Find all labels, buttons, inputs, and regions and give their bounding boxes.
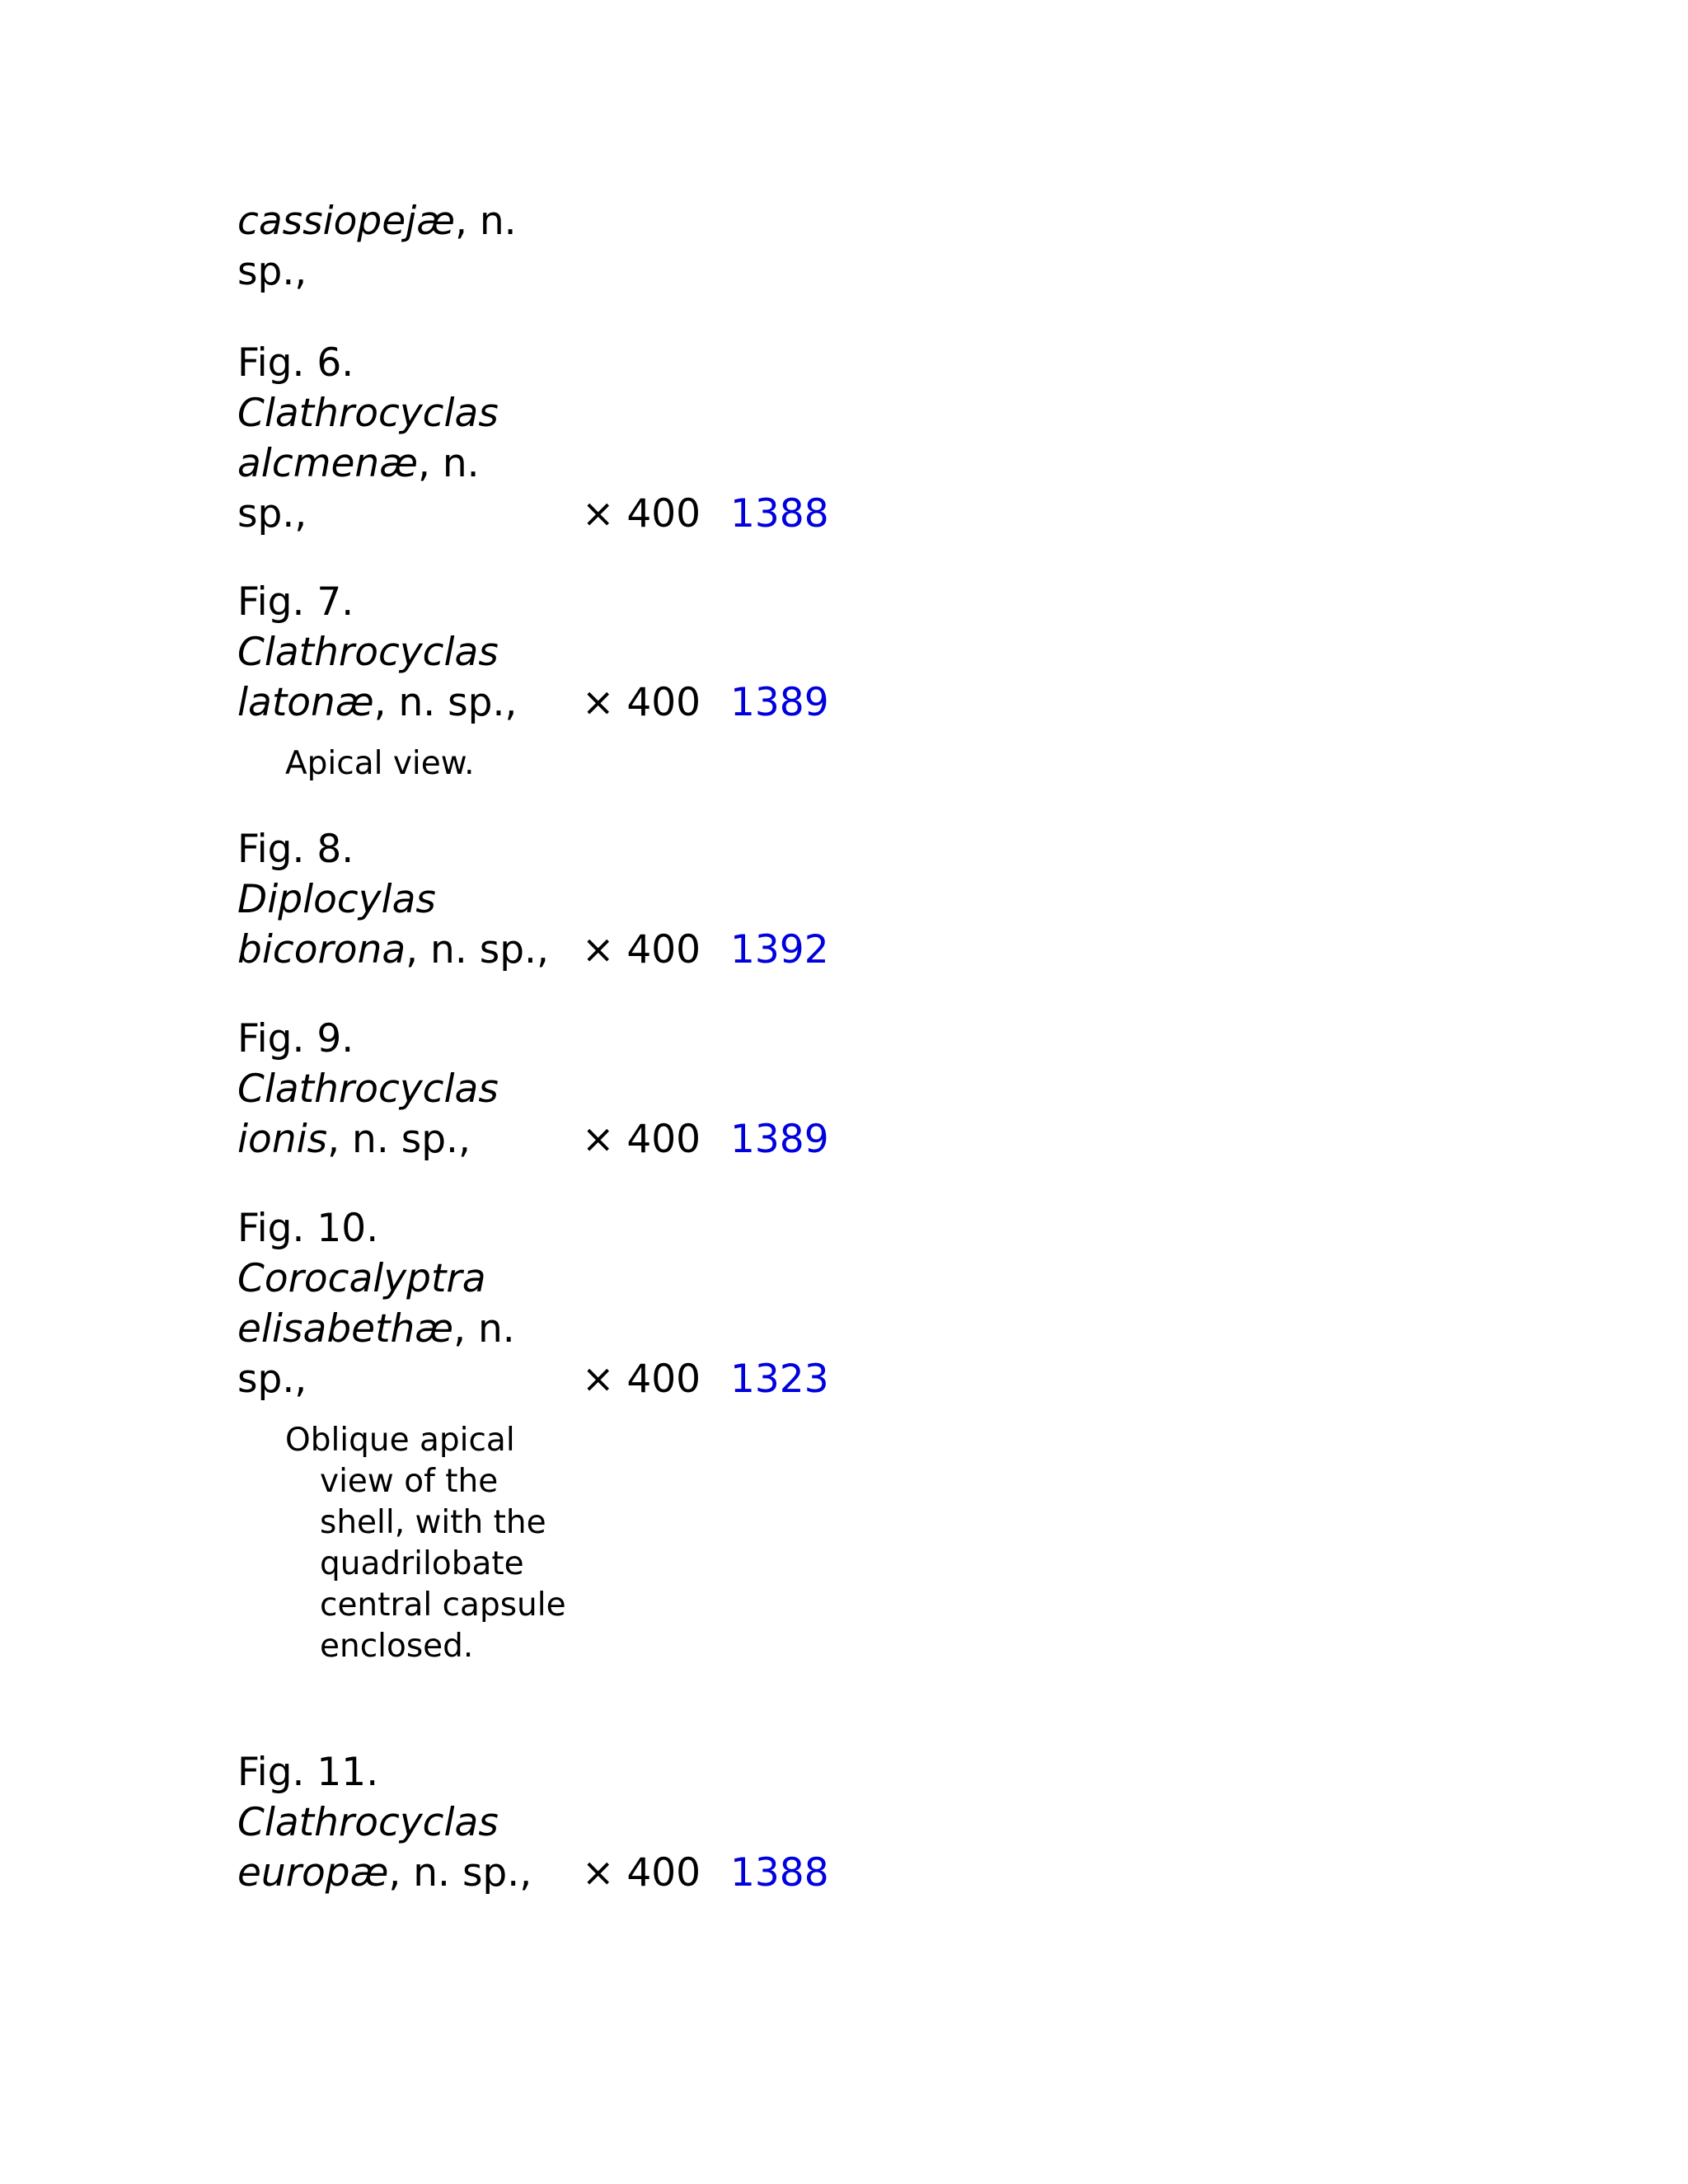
page-link[interactable]: 1389 [730,680,829,725]
genus-name: Diplocylas [237,877,436,922]
figure-number: Fig. 11. [237,1750,379,1795]
page-link[interactable]: 1323 [730,1357,829,1402]
figure-entry-fig-11 [237,1747,864,1898]
entry-species-line [237,196,864,246]
magnification: × 400 [582,1850,701,1896]
page-link[interactable]: 1388 [730,1850,829,1896]
figure-entry-cassiopejae [237,196,864,297]
species-suffix: , n. sp., [327,1117,471,1162]
figure-label [237,577,864,627]
genus-line [237,388,864,438]
species-suffix: , n. sp., [388,1850,532,1896]
genus-name: Clathrocyclas [237,391,499,436]
figure-entry-fig-7 [237,577,864,728]
page-link[interactable]: 1389 [730,1117,829,1162]
species-suffix-2: sp., [237,249,307,294]
species-line [237,1848,864,1898]
figure-entry-fig-8 [237,824,864,975]
species-line [237,1304,864,1354]
genus-name: Clathrocyclas [237,630,499,675]
genus-line [237,1797,864,1848]
page-link[interactable]: 1388 [730,491,829,537]
page-link[interactable]: 1392 [730,927,829,972]
species-suffix: , n. [453,1306,515,1352]
species-suffix-2: sp., [237,491,307,537]
genus-line [237,874,864,925]
species-line [237,925,864,975]
figure-entry-fig-6 [237,338,864,539]
figure-number: Fig. 7. [237,579,354,625]
species-name: elisabethæ [237,1306,454,1352]
genus-line [237,1254,864,1304]
figure-label [237,1203,864,1254]
species-suffix: , n. sp., [373,680,518,725]
genus-line [237,627,864,677]
genus-line [237,1064,864,1114]
species-name: alcmenæ [237,441,418,486]
figure-label [237,1747,864,1797]
species-name: europæ [237,1850,389,1896]
figure-number: Fig. 8. [237,827,354,872]
figure-label [237,1014,864,1064]
genus-name: Clathrocyclas [237,1800,499,1845]
magnification: × 400 [582,1357,701,1402]
magnification: × 400 [582,927,701,972]
species-name: bicorona [237,927,406,972]
magnification: × 400 [582,491,701,537]
figure-number: Fig. 6. [237,340,354,386]
species-line [237,1114,864,1165]
species-suffix: , n. [455,199,517,244]
figure-note: Apical view. [285,745,475,782]
figure-entry-fig-10 [237,1203,864,1404]
species-name: cassiopejæ [237,199,456,244]
magnification: × 400 [582,1117,701,1162]
species-name: ionis [237,1117,328,1162]
figure-number: Fig. 10. [237,1206,379,1251]
species-line-2 [237,489,864,539]
figure-label [237,338,864,388]
species-suffix: , n. [417,441,480,486]
figure-label [237,824,864,874]
species-line [237,438,864,489]
species-line [237,677,864,728]
species-suffix: , n. sp., [406,927,549,972]
magnification: × 400 [582,680,701,725]
species-suffix-2: sp., [237,1357,307,1402]
species-line-2 [237,1354,864,1404]
figure-note: Oblique apical view of the shell, with the quadrilobate central capsule enclosed. [285,1422,566,1665]
species-name: latonæ [237,680,374,725]
genus-name: Clathrocyclas [237,1066,499,1112]
entry-species-line-2 [237,246,864,297]
figure-entry-fig-9 [237,1014,864,1165]
figure-number: Fig. 9. [237,1016,354,1062]
genus-name: Corocalyptra [237,1256,486,1301]
